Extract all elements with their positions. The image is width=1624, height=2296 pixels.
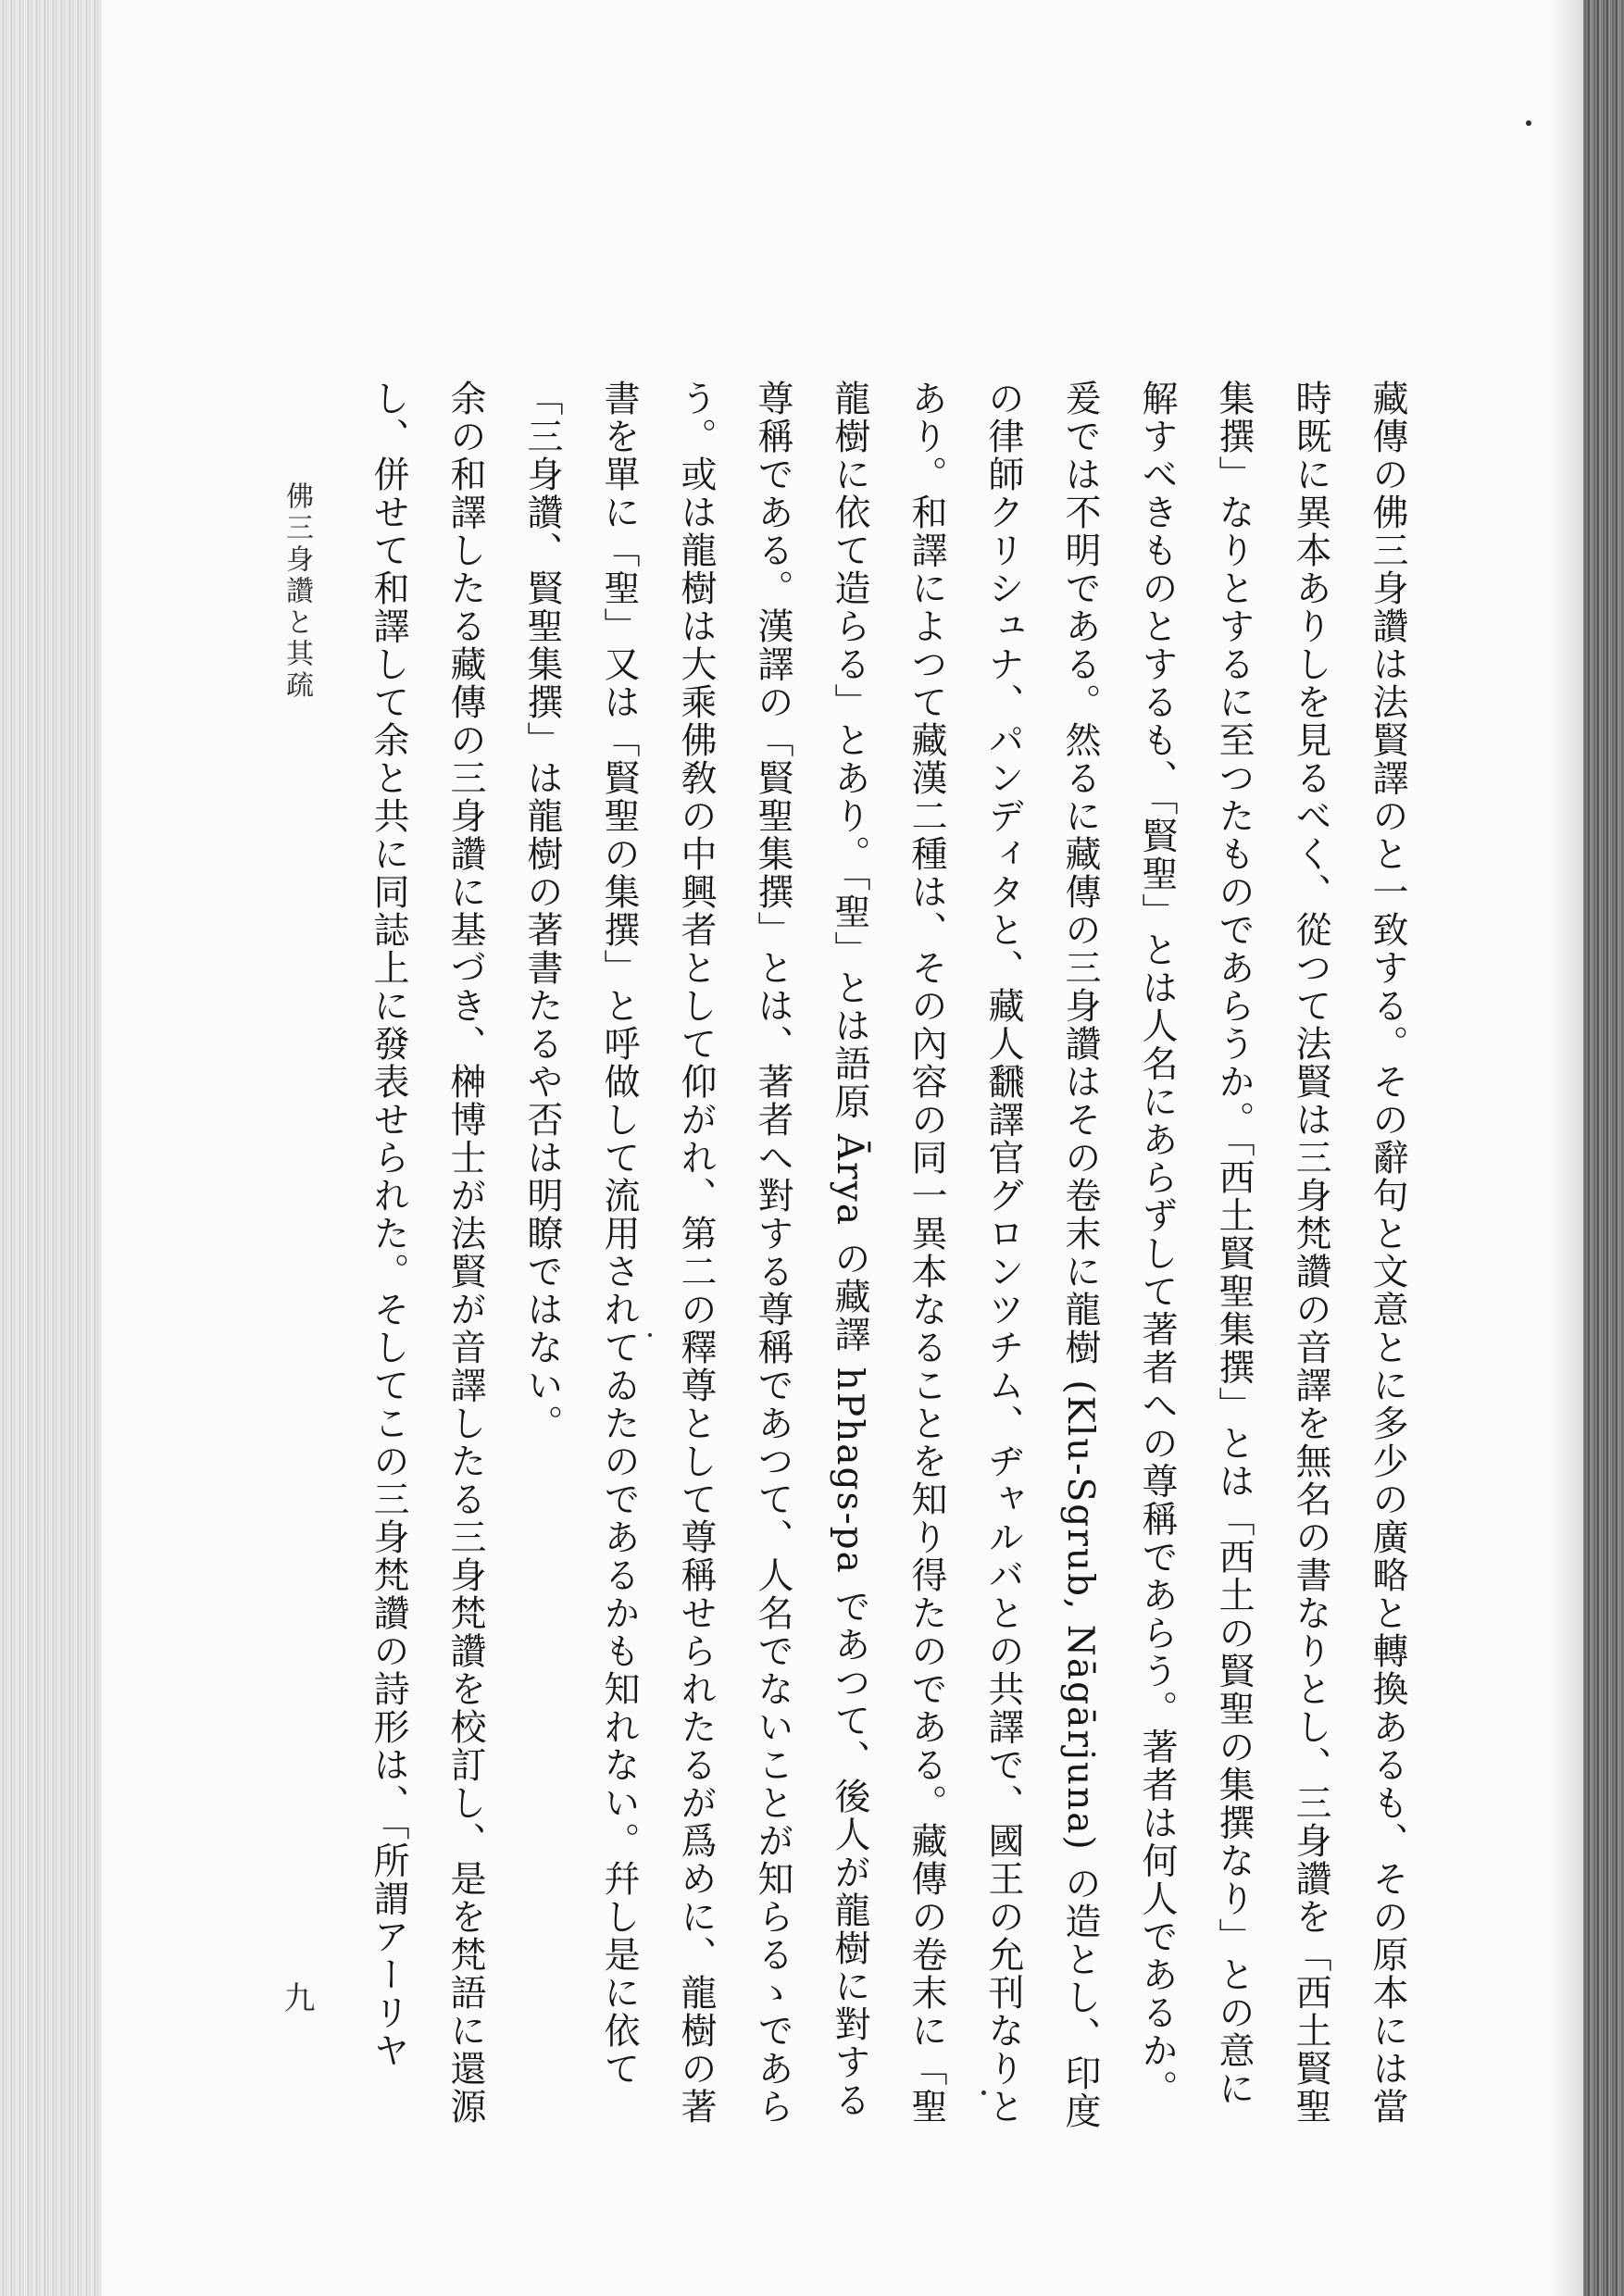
- page-right-edge-gradient: [1550, 0, 1583, 2296]
- page-left-edge-shading: [0, 0, 102, 2296]
- running-header: 佛三身讚と其疏: [281, 481, 313, 702]
- page-number: 九: [278, 1981, 315, 2013]
- page-right-edge-shading: [1583, 0, 1624, 2296]
- paragraph-1: 藏傳の佛三身讚は法賢譯のと一致する。その辭句と文意とに多少の廣略と轉換あるも、その原本には當時既に異本ありしを見るべく、從つて法賢は三身梵讚の音譯を無名の書なりとし、三身讚を「西土賢聖集撰」なりとするに至つたものであらうか。「西土賢聖集撰」とは「西土の賢聖の集撰なり」との意に解すべきものとするも、「賢聖」とは人名にあらずして著者への尊稱であらう。著者は何人であるか。爰では不明である。然るに藏傳の三身讚はその卷末に龍樹 (Klu-Sgrub, Nāgārjuna) の造とし、印度の律師クリシュナ、パンディタと、藏人飜譯官グロンツチム、ヂャルバとの共譯で、國王の允刊なりとあり。和譯によつて藏漢二種は、その內容の同一異本なることを知り得たのである。藏傳の卷末に「聖龍樹に依て造らる」とあり。「聖」とは語原 Ārya の藏譯 hPhags-pa であつて、後人が龍樹に對する尊稱である。漢譯の「賢聖集撰」とは、著者へ對する尊稱であつて、人名でないことが知らるゝであらう。或は龍樹は大乘佛敎の中興者として仰がれ、第二の釋尊として尊稱せられたるが爲めに、龍樹の著書を單に「聖」又は「賢聖の集撰」と呼做して流用されてゐたのであるかも知れない。幷し是に依て「三身讚、賢聖集撰」は龍樹の著書たるや否は明瞭ではない。: [521, 380, 1408, 2131]
- paragraph-2: 余の和譯したる藏傳の三身讚に基づき、榊博士が法賢が音譯したる三身梵讚を校訂し、是を梵語に還源し、併せて和譯して余と共に同誌上に發表せられた。そしてこの三身梵讚の詩形は、「所謂アーリヤ: [368, 380, 486, 2126]
- body-text: [352, 380, 1426, 2139]
- scan-speck: [1526, 120, 1531, 126]
